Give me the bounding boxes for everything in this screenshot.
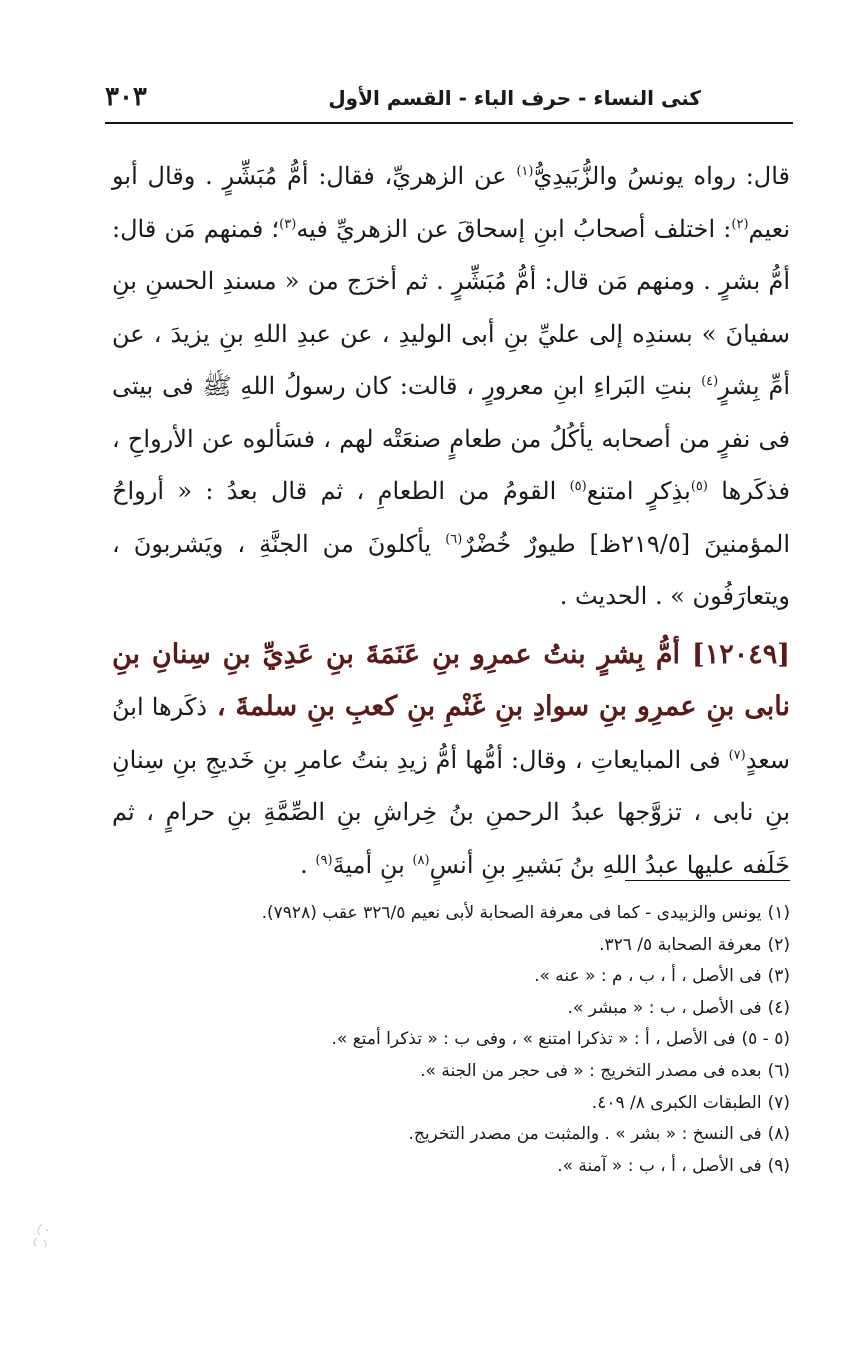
footnote-number: (١) — [767, 903, 790, 923]
footnote-number: (٣) — [767, 966, 790, 987]
footnote-text: فى الأصل ، أ ، ب ، م : « عنه ». — [534, 966, 762, 987]
footnote-item — [112, 1119, 790, 1151]
footnote-item — [112, 930, 790, 962]
footnote-text: فى الأصل ، أ : « تذكرا امتنع » ، وفى ب : « تذكرا أمتع ». — [331, 1029, 736, 1050]
footnote-item — [112, 898, 790, 930]
footnote-ref: (٤) — [701, 374, 719, 389]
footnote-text: الطبقات الكبرى ٨/ ٤٠٩. — [591, 1092, 762, 1113]
paragraph — [112, 150, 790, 623]
footnote-number: (٤) — [767, 997, 790, 1018]
footnote-item — [112, 1056, 790, 1088]
footnote-ref: (٥) — [690, 479, 708, 494]
main-text — [112, 150, 790, 915]
text-run: ذكَرها ابنُ سعدٍ — [112, 693, 790, 774]
footnotes-list — [112, 898, 790, 1182]
footnote-text: بعده فى مصدر التخريج : « فى حجر من الجنة ». — [420, 1060, 762, 1081]
footnote-ref: (١) — [516, 164, 534, 179]
footnote-ref: (٧) — [728, 747, 746, 763]
running-title: كنى النساء - حرف الباء - القسم الأول — [328, 86, 701, 110]
footnote-text: يونس والزبيدى - كما فى معرفة الصحابة لأبى نعيم ٣٢٦/٥ عقب (٧٩٢٨). — [261, 903, 762, 923]
footnote-item — [112, 993, 790, 1025]
entry-paragraph — [112, 629, 790, 892]
entry-number: [١٢٠٤٩] — [691, 638, 790, 670]
text-run: بنِ أميةَ — [332, 850, 413, 879]
footnote-ref: (٩) — [315, 852, 333, 868]
footnote-ref: (٥) — [569, 479, 587, 494]
footnote-ref: (٢) — [731, 216, 749, 232]
footnote-item — [112, 1088, 790, 1120]
footnote-number: (٢) — [767, 934, 790, 955]
footnote-text: فى النسخ : « بشر » . والمثبت من مصدر التخريج. — [408, 1124, 762, 1145]
footnote-separator — [625, 880, 790, 881]
footnote-item — [112, 1024, 790, 1056]
footnote-number: (٥ - ٥) — [741, 1029, 790, 1050]
footnote-item — [112, 1151, 790, 1183]
footnote-ref: (٦) — [445, 531, 463, 547]
text-run: القومُ من الطعامِ ، ثم قال بعدُ : « أرواحُ المؤمنينَ [٢١٩/٥ظ] طيورٌ خُضْرٌ — [112, 477, 791, 558]
text-run: بذِكرٍ امتنع — [586, 477, 691, 505]
text-run: فى المبايعاتِ ، وقال: أمُّها أمُّ زيدِ بنتُ عامرِ بنِ خَديجِ بنِ سِنانِ بنِ نابى ، تزوَّجها عبدُ الرحمنِ بنُ خِراشِ بنِ الصِّمَّةِ بنِ حرامٍ ، ثم خَلَفه عليها عبدُ اللهِ بنُ بَشيرِ بنِ أنسٍ — [112, 745, 790, 879]
text-run: عن الزهريِّ، فقال: أمُّ مُبَشِّرٍ . وقال أبو نعيم — [112, 162, 791, 243]
footnote-number: (٧) — [767, 1092, 790, 1113]
text-run: : اختلف أصحابُ ابنِ إسحاقَ عن الزهريِّ فيه — [296, 214, 732, 243]
footnote-ref: (٣) — [279, 216, 297, 232]
entry-heading: أمُّ بِشرٍ بنتُ عمرِو بنِ عَنَمَةَ بنِ عَدِيِّ بنِ سِنانِ بنِ نابى بنِ عمرِو بنِ سوادِ بنِ غَنْمِ بنِ كعبِ بنِ سلمةَ ، — [112, 638, 790, 722]
running-header — [105, 82, 793, 116]
footnote-text: معرفة الصحابة ٥/ ٣٢٦. — [599, 934, 762, 955]
text-run: . — [300, 850, 316, 879]
page-number: ٣٠٣ — [105, 82, 147, 112]
header-rule — [105, 122, 793, 124]
text-run: بنتِ البَراءِ ابنِ معرورٍ ، قالت: كان رسولُ اللهِ ﷺ فى بيتى فى نفرٍ من أصحابه يأكُلُ من طعامٍ صنعَتْه لهم ، فسَألوه عن الأرواحِ ، فذكَرها — [112, 372, 791, 505]
footnote-item — [112, 961, 790, 993]
text-run: قال: رواه يونسُ والزُّبَيدِيُّ — [533, 162, 791, 190]
text-run: ؛ فمنهم مَن قال: أمُّ بشرٍ . ومنهم مَن قال: أمُّ مُبَشِّرٍ . ثم أخرَج من « مسندِ الحسنِ بنِ سفيانَ » بسندِه إلى عليِّ بنِ أبى الوليدِ ، عن عبدِ اللهِ بنِ يزيدَ ، عن أمِّ بِشرٍ — [112, 214, 791, 400]
margin-smudge — [28, 1220, 54, 1250]
footnote-text: فى الأصل ، ب : « مبشر ». — [567, 997, 762, 1018]
text-run: يأكلونَ من الجنَّةِ ، ويَشربونَ ، ويتعارَفُون » . الحديث . — [112, 529, 790, 610]
footnote-ref: (٨) — [412, 852, 430, 868]
footnote-number: (٨) — [767, 1124, 790, 1145]
footnote-text: فى الأصل ، أ ، ب : « آمنة ». — [557, 1155, 762, 1176]
footnote-number: (٩) — [767, 1155, 790, 1176]
footnote-number: (٦) — [767, 1060, 790, 1081]
